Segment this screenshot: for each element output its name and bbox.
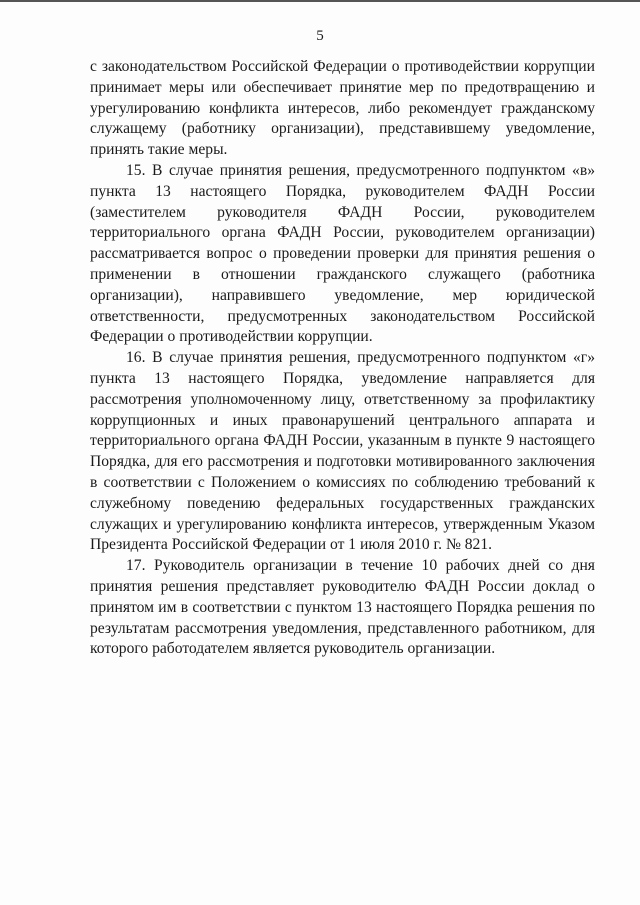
page-number: 5 [316,28,324,44]
paragraph-item-17: 17. Руководитель организации в течение 10 рабочих дней со дня принятия решения представляет руководителю ФАДН России доклад о принятом им в соответствии с пунктом 13 настоящего Порядка решения по результатам рассмотрения уведомления, представленного работником, для которого работодателем является руководитель организации. [90,557,595,658]
page-top-edge [0,0,640,2]
document-body [90,57,595,660]
paragraph-item-16: 16. В случае принятия решения, предусмотренного подпунктом «г» пункта 13 настоящего Порядка, уведомление направляется для рассмотрения уполномоченному лицу, ответственному за профилактику коррупционных и иных правонарушений центрального аппарата и территориального органа ФАДН России, указанным в пункте 9 настоящего Порядка, для его рассмотрения и подготовки мотивированного заключения в соответствии с Положением о комиссиях по соблюдению требований к служебному поведению федеральных государственных гражданских служащих и урегулированию конфликта интересов, утвержденным Указом Президента Российской Федерации от 1 июля 2010 г. № 821. [90,349,595,554]
paragraph-continuation: с законодательством Российской Федерации о противодействии коррупции принимает меры или обеспечивает принятие мер по предотвращению и урегулированию конфликта интересов, либо рекомендует гражданскому служащему (работнику организации), представившему уведомление, принять такие меры. [90,58,595,159]
paragraph-item-15: 15. В случае принятия решения, предусмотренного подпунктом «в» пункта 13 настоящего Порядка, руководителем ФАДН России (заместителем руководителя ФАДН России, руководителем территориального органа ФАДН России, руководителем организации) рассматривается вопрос о проведении проверки для принятия решения о применении в отношении гражданского служащего (работника организации), направившего уведомление, мер юридической ответственности, предусмотренных законодательством Российской Федерации о противодействии коррупции. [90,161,595,346]
